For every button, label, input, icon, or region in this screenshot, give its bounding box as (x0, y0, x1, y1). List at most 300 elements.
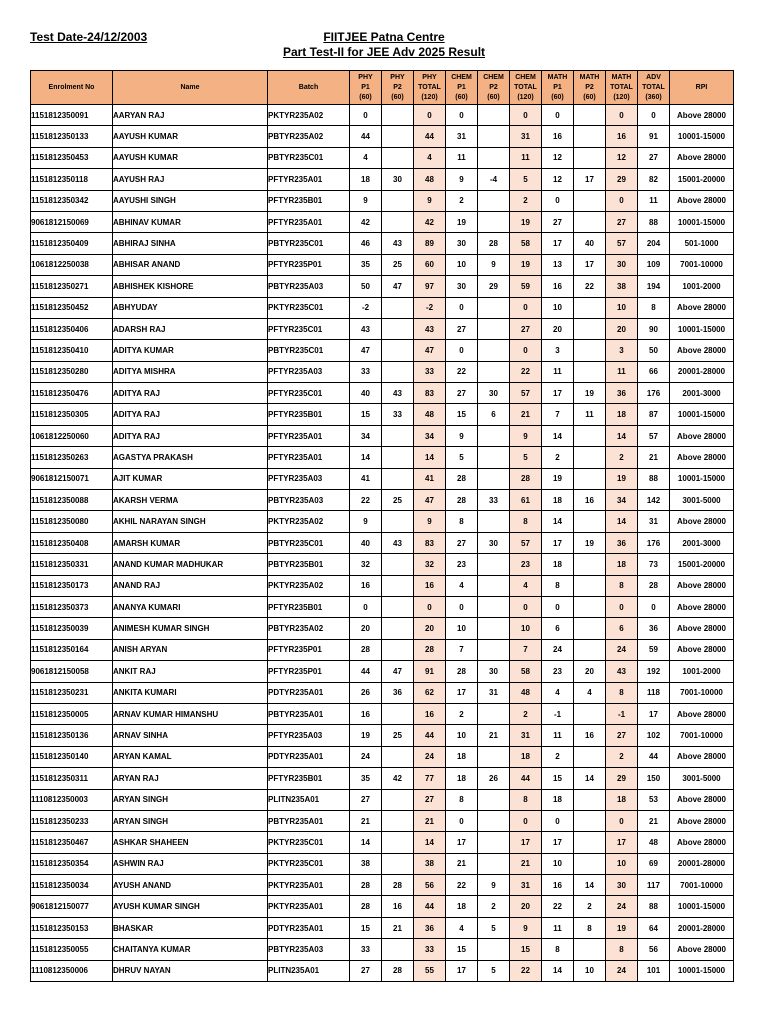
table-cell: 0 (350, 596, 382, 617)
table-cell: 14 (606, 425, 638, 446)
table-cell: 47 (350, 340, 382, 361)
table-cell: 16 (542, 126, 574, 147)
table-cell: 1151812350452 (31, 297, 113, 318)
table-cell (574, 596, 606, 617)
table-cell (382, 639, 414, 660)
table-cell: 35 (350, 254, 382, 275)
table-header-row (31, 71, 734, 105)
table-cell: 1151812350467 (31, 832, 113, 853)
table-cell (382, 832, 414, 853)
table-cell: 38 (414, 853, 446, 874)
table-cell: 11 (606, 361, 638, 382)
table-cell: PFTYR235P01 (268, 661, 350, 682)
table-cell: 1151812350055 (31, 939, 113, 960)
table-cell (382, 853, 414, 874)
table-cell: 16 (350, 575, 382, 596)
table-cell: ASHWIN RAJ (113, 853, 268, 874)
table-cell: 8 (542, 939, 574, 960)
table-cell: 0 (638, 596, 670, 617)
table-cell: 24 (350, 746, 382, 767)
table-cell: ANKIT RAJ (113, 661, 268, 682)
column-header-line: TOTAL (610, 83, 633, 91)
table-cell: 1151812350005 (31, 703, 113, 724)
table-cell: PFTYR235A01 (268, 169, 350, 190)
table-cell: 2 (446, 190, 478, 211)
table-cell: 1151812350034 (31, 875, 113, 896)
table-row (31, 661, 734, 682)
table-cell: 20 (542, 318, 574, 339)
table-cell (574, 746, 606, 767)
table-cell: 29 (478, 276, 510, 297)
table-cell: 15 (446, 404, 478, 425)
table-cell: PKTYR235C01 (268, 832, 350, 853)
table-cell: PBTYR235C01 (268, 532, 350, 553)
table-cell (478, 318, 510, 339)
table-cell (574, 105, 606, 126)
table-cell: ARYAN SINGH (113, 789, 268, 810)
table-row (31, 318, 734, 339)
table-cell: 27 (350, 960, 382, 981)
column-header-line: (60) (487, 93, 500, 101)
table-cell: 9061812150069 (31, 211, 113, 232)
table-cell: 25 (382, 254, 414, 275)
table-cell: 33 (350, 939, 382, 960)
column-header-line: (60) (359, 93, 372, 101)
table-cell: 20 (606, 318, 638, 339)
table-cell: 57 (510, 383, 542, 404)
table-cell: 14 (606, 511, 638, 532)
table-cell: Above 28000 (670, 147, 734, 168)
table-cell: 23 (510, 554, 542, 575)
table-cell: AYUSH KUMAR SINGH (113, 896, 268, 917)
table-cell: AAYUSH RAJ (113, 169, 268, 190)
table-cell: 3 (606, 340, 638, 361)
table-cell: 64 (638, 917, 670, 938)
table-cell (382, 190, 414, 211)
table-cell: Above 28000 (670, 425, 734, 446)
table-cell: PKTYR235A02 (268, 575, 350, 596)
table-cell: Above 28000 (670, 618, 734, 639)
table-cell: 14 (350, 832, 382, 853)
table-cell: 1001-2000 (670, 276, 734, 297)
table-cell: 5 (510, 447, 542, 468)
table-cell: 20 (510, 896, 542, 917)
result-table (30, 70, 734, 982)
table-row (31, 147, 734, 168)
table-cell: 27 (446, 383, 478, 404)
table-cell: 33 (382, 404, 414, 425)
table-cell: 2 (542, 746, 574, 767)
table-cell (478, 810, 510, 831)
table-cell: ABHISAR ANAND (113, 254, 268, 275)
table-cell: 31 (510, 725, 542, 746)
table-cell: PDTYR235A01 (268, 917, 350, 938)
table-cell: 9 (510, 425, 542, 446)
table-cell: 33 (478, 490, 510, 511)
table-cell: 31 (638, 511, 670, 532)
table-cell: PBTYR235A03 (268, 939, 350, 960)
table-cell: PFTYR235B01 (268, 768, 350, 789)
table-cell: 22 (574, 276, 606, 297)
table-row (31, 105, 734, 126)
table-cell (574, 318, 606, 339)
table-cell: 18 (606, 554, 638, 575)
table-cell: 88 (638, 468, 670, 489)
table-cell: 6 (606, 618, 638, 639)
table-cell: AAYUSHI SINGH (113, 190, 268, 211)
table-cell (382, 361, 414, 382)
table-row (31, 768, 734, 789)
table-cell: 1151812350311 (31, 768, 113, 789)
table-cell: 176 (638, 383, 670, 404)
table-cell: 24 (414, 746, 446, 767)
table-cell: 56 (414, 875, 446, 896)
table-cell: 17 (574, 254, 606, 275)
table-cell: 0 (606, 190, 638, 211)
table-cell: 28 (350, 896, 382, 917)
table-cell (478, 939, 510, 960)
table-cell: 20 (414, 618, 446, 639)
table-cell: 30 (478, 661, 510, 682)
table-cell (382, 318, 414, 339)
column-header-line: P1 (457, 83, 466, 91)
table-cell: 19 (606, 917, 638, 938)
table-row (31, 875, 734, 896)
table-cell: ASHKAR SHAHEEN (113, 832, 268, 853)
column-header-line: Batch (298, 83, 319, 91)
table-row (31, 554, 734, 575)
table-cell: PBTYR235A03 (268, 276, 350, 297)
table-cell: ADITYA MISHRA (113, 361, 268, 382)
table-cell (478, 190, 510, 211)
table-cell: Above 28000 (670, 939, 734, 960)
table-cell: 0 (510, 297, 542, 318)
table-cell: 2 (606, 447, 638, 468)
table-cell: 87 (638, 404, 670, 425)
table-cell: 102 (638, 725, 670, 746)
table-cell: 47 (414, 340, 446, 361)
table-cell: 36 (606, 383, 638, 404)
table-cell: 16 (542, 276, 574, 297)
table-cell: 2 (510, 190, 542, 211)
table-cell: 48 (414, 404, 446, 425)
table-cell: 5 (478, 917, 510, 938)
column-header-line: Enrolment No (48, 83, 95, 91)
table-cell: 10001-15000 (670, 468, 734, 489)
table-cell: 15 (350, 917, 382, 938)
table-cell: PBTYR235A01 (268, 810, 350, 831)
table-row (31, 917, 734, 938)
table-cell: 30 (446, 233, 478, 254)
table-cell: 28 (382, 960, 414, 981)
table-cell: 0 (446, 810, 478, 831)
table-cell: Above 28000 (670, 297, 734, 318)
column-header (478, 71, 510, 105)
column-header-line: TOTAL (418, 83, 441, 91)
table-cell: 1151812350305 (31, 404, 113, 425)
column-header (542, 71, 574, 105)
table-cell: PFTYR235B01 (268, 190, 350, 211)
table-cell (574, 575, 606, 596)
table-cell: 27 (606, 725, 638, 746)
table-cell: ADITYA RAJ (113, 404, 268, 425)
table-cell: 34 (350, 425, 382, 446)
table-cell: 0 (510, 596, 542, 617)
table-cell: 18 (542, 490, 574, 511)
table-cell: 14 (414, 832, 446, 853)
table-cell: 48 (510, 682, 542, 703)
table-cell: 23 (542, 661, 574, 682)
table-cell: 16 (574, 725, 606, 746)
table-cell: PBTYR235A01 (268, 703, 350, 724)
table-cell (382, 511, 414, 532)
table-cell (574, 190, 606, 211)
table-cell: 7 (446, 639, 478, 660)
table-cell: 90 (638, 318, 670, 339)
table-cell: 1061812250038 (31, 254, 113, 275)
table-cell: 11 (638, 190, 670, 211)
table-cell: 61 (510, 490, 542, 511)
table-cell: 10 (446, 618, 478, 639)
table-cell: PFTYR235A03 (268, 361, 350, 382)
column-header-line: CHEM (451, 73, 472, 81)
table-cell: Above 28000 (670, 810, 734, 831)
table-cell: 4 (414, 147, 446, 168)
table-cell: 73 (638, 554, 670, 575)
table-cell: 58 (510, 661, 542, 682)
column-header-line: (360) (645, 93, 662, 101)
table-cell (382, 447, 414, 468)
table-cell (478, 832, 510, 853)
table-cell: 0 (446, 297, 478, 318)
column-header-line: PHY (358, 73, 373, 81)
table-row (31, 960, 734, 981)
table-cell: 1151812350153 (31, 917, 113, 938)
table-cell: 16 (574, 490, 606, 511)
table-cell: 2 (510, 703, 542, 724)
table-cell: 36 (606, 532, 638, 553)
table-cell: 21 (446, 853, 478, 874)
table-row (31, 853, 734, 874)
table-cell: 10 (606, 297, 638, 318)
table-cell: 22 (510, 960, 542, 981)
table-cell (574, 126, 606, 147)
table-cell: 40 (350, 532, 382, 553)
table-row (31, 639, 734, 660)
column-header (268, 71, 350, 105)
table-cell: ARYAN SINGH (113, 810, 268, 831)
table-cell: 9 (446, 425, 478, 446)
table-cell: 8 (446, 511, 478, 532)
table-cell: 17 (446, 832, 478, 853)
table-cell: 48 (638, 832, 670, 853)
table-cell: 18 (350, 169, 382, 190)
table-cell: 18 (446, 768, 478, 789)
table-cell: 1061812250060 (31, 425, 113, 446)
table-cell: 18 (510, 746, 542, 767)
table-cell (478, 105, 510, 126)
table-cell: 56 (638, 939, 670, 960)
table-cell: AGASTYA PRAKASH (113, 447, 268, 468)
table-cell: ABHISHEK KISHORE (113, 276, 268, 297)
column-header-line: (60) (455, 93, 468, 101)
table-cell: 11 (574, 404, 606, 425)
table-cell (382, 746, 414, 767)
table-row (31, 511, 734, 532)
table-cell: 1151812350280 (31, 361, 113, 382)
table-cell: 1151812350354 (31, 853, 113, 874)
table-row (31, 725, 734, 746)
table-cell: 14 (574, 875, 606, 896)
table-cell: 8 (542, 575, 574, 596)
table-cell: 62 (414, 682, 446, 703)
table-cell: 101 (638, 960, 670, 981)
table-cell: 28 (446, 468, 478, 489)
column-header-line: P1 (361, 83, 370, 91)
table-cell: 1151812350118 (31, 169, 113, 190)
table-cell: 91 (414, 661, 446, 682)
table-cell: 18 (446, 896, 478, 917)
table-cell: 24 (606, 896, 638, 917)
table-cell: 1151812350136 (31, 725, 113, 746)
table-cell: 29 (606, 768, 638, 789)
table-cell: 2 (542, 447, 574, 468)
table-cell: PKTYR235A02 (268, 511, 350, 532)
table-cell: 30 (478, 383, 510, 404)
table-cell: 31 (478, 682, 510, 703)
table-cell: 4 (542, 682, 574, 703)
column-header (574, 71, 606, 105)
table-cell: 25 (382, 490, 414, 511)
table-cell: 57 (638, 425, 670, 446)
table-cell: 21 (350, 810, 382, 831)
table-cell: Above 28000 (670, 703, 734, 724)
table-cell: 0 (446, 105, 478, 126)
table-cell: Above 28000 (670, 511, 734, 532)
table-cell: 192 (638, 661, 670, 682)
table-cell: 36 (382, 682, 414, 703)
table-cell: -1 (606, 703, 638, 724)
table-cell: 41 (414, 468, 446, 489)
table-row (31, 810, 734, 831)
table-cell (478, 639, 510, 660)
column-header-line: CHEM (483, 73, 504, 81)
table-cell: 4 (446, 575, 478, 596)
table-cell: Above 28000 (670, 447, 734, 468)
table-cell: 43 (382, 233, 414, 254)
table-cell (574, 703, 606, 724)
table-cell: ABHIRAJ SINHA (113, 233, 268, 254)
table-cell: 8 (606, 682, 638, 703)
table-cell: PKTYR235C01 (268, 853, 350, 874)
table-cell: 1151812350410 (31, 340, 113, 361)
table-cell (574, 425, 606, 446)
column-header (446, 71, 478, 105)
table-cell: 1151812350164 (31, 639, 113, 660)
table-cell (478, 425, 510, 446)
table-cell: 27 (510, 318, 542, 339)
table-cell: CHAITANYA KUMAR (113, 939, 268, 960)
table-cell: 4 (350, 147, 382, 168)
table-cell: 91 (638, 126, 670, 147)
table-cell: 9 (478, 875, 510, 896)
table-cell: ARYAN KAMAL (113, 746, 268, 767)
table-cell (382, 939, 414, 960)
table-cell (574, 361, 606, 382)
table-cell: 8 (638, 297, 670, 318)
table-cell: 0 (510, 340, 542, 361)
table-cell (478, 511, 510, 532)
table-cell: 27 (350, 789, 382, 810)
table-cell: 22 (350, 490, 382, 511)
table-cell: 34 (414, 425, 446, 446)
table-cell (574, 554, 606, 575)
table-row (31, 254, 734, 275)
table-cell: 10 (542, 297, 574, 318)
table-cell: 16 (414, 703, 446, 724)
table-cell: 27 (414, 789, 446, 810)
table-cell: 29 (606, 169, 638, 190)
table-cell: 35 (350, 768, 382, 789)
table-cell: 57 (510, 532, 542, 553)
table-cell: ADARSH RAJ (113, 318, 268, 339)
table-cell: 32 (414, 554, 446, 575)
column-header-line: MATH (579, 73, 600, 81)
table-cell: 33 (414, 939, 446, 960)
table-cell (382, 596, 414, 617)
table-cell: 28 (510, 468, 542, 489)
table-cell: AYUSH ANAND (113, 875, 268, 896)
table-cell (382, 468, 414, 489)
table-row (31, 789, 734, 810)
table-cell: 10 (446, 254, 478, 275)
table-cell: 1151812350233 (31, 810, 113, 831)
table-cell: PBTYR235B01 (268, 554, 350, 575)
table-cell: 15 (350, 404, 382, 425)
table-cell: 5 (478, 960, 510, 981)
table-cell: 1151812350331 (31, 554, 113, 575)
table-cell: 204 (638, 233, 670, 254)
table-cell: AKHIL NARAYAN SINGH (113, 511, 268, 532)
table-cell: 12 (606, 147, 638, 168)
table-cell: 19 (446, 211, 478, 232)
table-cell: 194 (638, 276, 670, 297)
table-cell: 40 (574, 233, 606, 254)
table-cell: 1151812350263 (31, 447, 113, 468)
table-cell: 31 (510, 126, 542, 147)
table-cell: AAYUSH KUMAR (113, 147, 268, 168)
table-cell (574, 340, 606, 361)
table-row (31, 383, 734, 404)
table-cell (382, 105, 414, 126)
table-cell: ANANYA KUMARI (113, 596, 268, 617)
column-header-line: TOTAL (642, 83, 665, 91)
table-row (31, 832, 734, 853)
table-cell: 14 (542, 511, 574, 532)
table-cell: 0 (542, 105, 574, 126)
table-cell: 1001-2000 (670, 661, 734, 682)
table-cell (574, 297, 606, 318)
table-cell: PKTYR235A02 (268, 105, 350, 126)
table-cell (478, 211, 510, 232)
table-cell: 3 (542, 340, 574, 361)
table-cell: 24 (606, 639, 638, 660)
table-cell (382, 703, 414, 724)
table-cell: 17 (542, 532, 574, 553)
table-cell: 10 (510, 618, 542, 639)
table-cell: 10 (542, 853, 574, 874)
table-cell: 34 (606, 490, 638, 511)
